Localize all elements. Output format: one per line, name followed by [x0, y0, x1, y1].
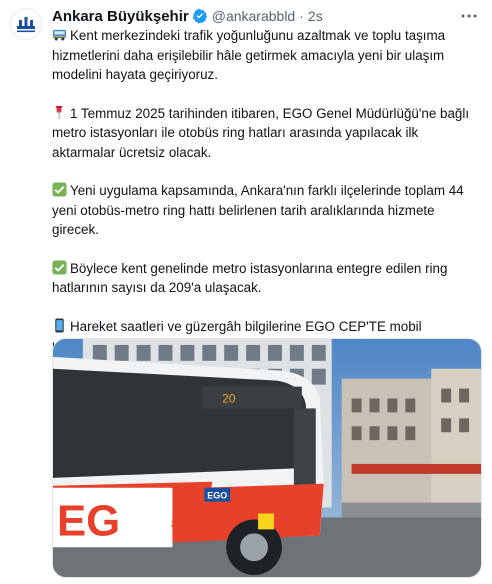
- tweet-paragraph-4-text: Böylece kent genelinde metro istasyonlarına entegre edilen ring hatlarının sayısı da 209'a ulaşacak.: [52, 260, 448, 295]
- tweet-paragraph-2-text: 1 Temmuz 2025 tarihinden itibaren, EGO Genel Müdürlüğü'ne bağlı metro istasyonları ile otobüs ring hatları arasında yapılacak ilk aktarmalar ücretsiz olacak.: [52, 105, 470, 160]
- tweet-header: [52, 6, 480, 26]
- more-icon[interactable]: [458, 7, 480, 25]
- tweet-paragraph-5-text: Hareket saatleri ve güzergâh bilgilerine EGO CEP'TE mobil: [70, 318, 422, 334]
- tweet-timestamp[interactable]: 2s: [307, 8, 323, 24]
- bus-icon: [52, 27, 67, 42]
- bus-side-text: EG: [56, 496, 121, 546]
- account-handle[interactable]: @ankarabbld: [211, 8, 296, 24]
- more-dots-glyph: [460, 13, 478, 19]
- bus-logo: EGO: [207, 490, 228, 501]
- verified-badge-icon: [192, 8, 208, 24]
- mobile-phone-icon: [52, 318, 67, 333]
- tweet-media-image[interactable]: [52, 338, 482, 578]
- account-name[interactable]: Ankara Büyükşehir: [52, 7, 189, 25]
- bus-photo: [53, 339, 481, 577]
- route-number: 20: [222, 391, 236, 406]
- avatar[interactable]: [10, 8, 42, 40]
- tweet-paragraph-2: [52, 104, 484, 163]
- calendar-pin-icon: [52, 105, 67, 120]
- check-box-icon: [52, 182, 67, 197]
- tweet-paragraph-3-text: Yeni uygulama kapsamında, Ankara'nın farklı ilçelerinde toplam 44 yeni otobüs-metro ring hattı belirlenen tarih aralıklarında hizmete girecek.: [52, 183, 464, 237]
- tweet-paragraph-1-text: Kent merkezindeki trafik yoğunluğunu azaltmak ve toplu taşıma hizmetlerini daha erişilebilir hâle getirmek amacıyla yeni bir ulaşım modelini hayata geçiriyoruz.: [52, 28, 446, 82]
- check-box-icon: [52, 260, 67, 275]
- tweet-paragraph-4: [52, 259, 484, 298]
- tweet-paragraph-3: [52, 181, 484, 240]
- separator-dot: ·: [299, 8, 304, 24]
- tweet-paragraph-1: [52, 26, 484, 85]
- ankara-logo-icon: [14, 12, 38, 36]
